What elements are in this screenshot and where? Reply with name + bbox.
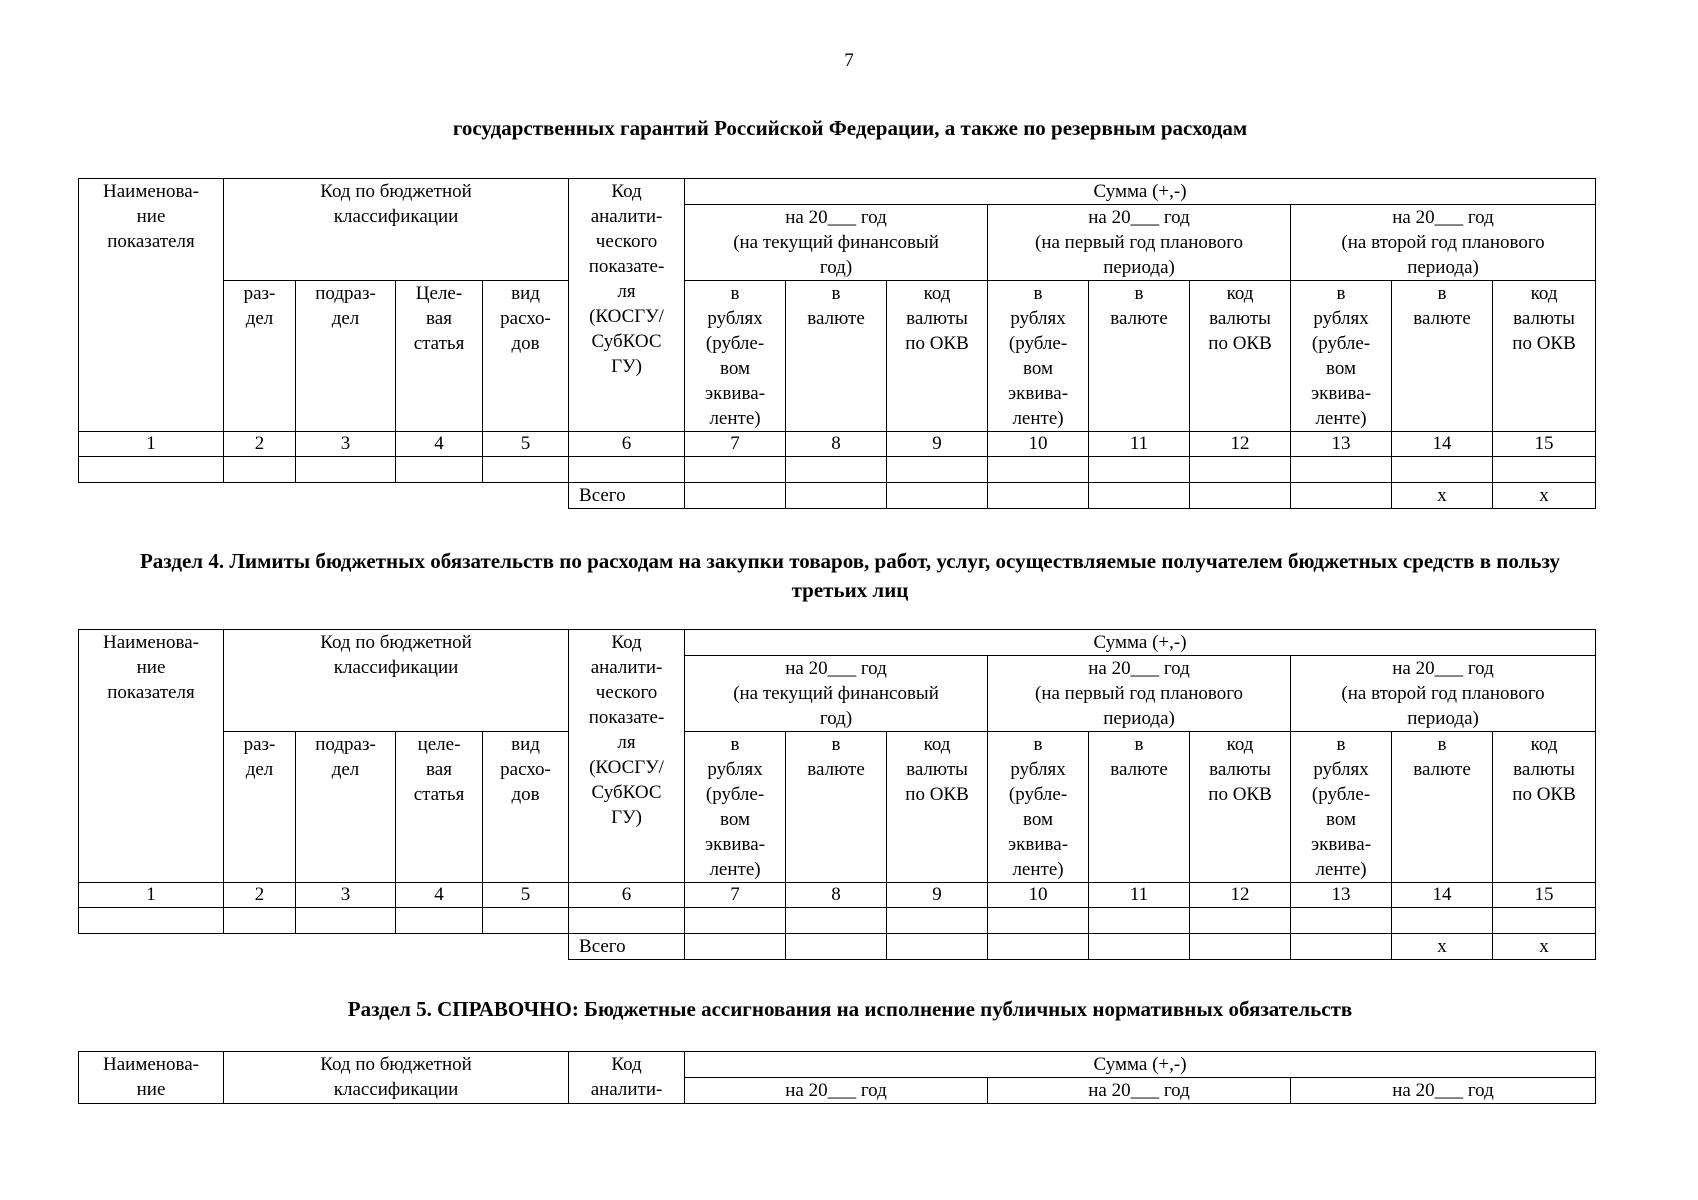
- column-number: 7: [685, 883, 786, 908]
- header-year-second: на 20___ год (на второй год планового периода): [1291, 205, 1596, 281]
- empty-cell[interactable]: [1089, 934, 1190, 960]
- empty-cell[interactable]: [887, 908, 988, 934]
- section-4-title: Раздел 4. Лимиты бюджетных обязательств по расходам на закупки товаров, работ, услуг, осуществляемые получателем бюджетных средств в пользу третьих лиц: [139, 549, 1561, 602]
- cross-mark: x: [1392, 934, 1493, 960]
- empty-cell[interactable]: [79, 908, 224, 934]
- column-number: 13: [1291, 883, 1392, 908]
- header-in-currency: в валюте: [786, 732, 887, 883]
- empty-cell[interactable]: [1089, 483, 1190, 509]
- empty-cell[interactable]: [1291, 483, 1392, 509]
- column-number: 9: [887, 883, 988, 908]
- header-target-article: целе- вая статья: [396, 732, 483, 883]
- empty-cell[interactable]: [988, 457, 1089, 483]
- header-currency-code: код валюты по ОКВ: [1493, 732, 1596, 883]
- total-row: [79, 483, 1596, 509]
- empty-cell[interactable]: [988, 934, 1089, 960]
- empty-cell[interactable]: [396, 457, 483, 483]
- column-number: 10: [988, 432, 1089, 457]
- column-number: 1: [79, 883, 224, 908]
- empty-cell[interactable]: [1493, 908, 1596, 934]
- cross-mark: x: [1493, 483, 1596, 509]
- header-bk-code: Код по бюджетной классификации: [224, 179, 569, 281]
- column-number: 7: [685, 432, 786, 457]
- header-in-currency: в валюте: [786, 281, 887, 432]
- header-currency-code: код валюты по ОКВ: [1190, 281, 1291, 432]
- column-number: 14: [1392, 432, 1493, 457]
- header-year-second: на 20___ год: [1291, 1078, 1596, 1104]
- column-number: 11: [1089, 883, 1190, 908]
- column-number: 15: [1493, 883, 1596, 908]
- header-in-rubles: в рублях (рубле- вом эквива- ленте): [1291, 732, 1392, 883]
- column-number-row: [79, 432, 1596, 457]
- header-currency-code: код валюты по ОКВ: [1190, 732, 1291, 883]
- empty-cell[interactable]: [224, 908, 296, 934]
- column-number: 4: [396, 883, 483, 908]
- header-podrazdel: подраз- дел: [296, 732, 396, 883]
- header-expense-type: вид расхо- дов: [483, 732, 569, 883]
- page-number: 7: [844, 50, 854, 71]
- header-target-article: Целе- вая статья: [396, 281, 483, 432]
- empty-cell[interactable]: [685, 483, 786, 509]
- header-expense-type: вид расхо- дов: [483, 281, 569, 432]
- empty-cell[interactable]: [988, 483, 1089, 509]
- empty-cell[interactable]: [224, 457, 296, 483]
- column-number: 8: [786, 883, 887, 908]
- section-3-title-continuation: государственных гарантий Российской Федерации, а также по резервным расходам: [452, 116, 1248, 140]
- cross-mark: x: [1392, 483, 1493, 509]
- header-indicator-name: Наименова- ние показателя: [79, 179, 224, 432]
- total-label: Всего: [569, 483, 685, 509]
- empty-cell[interactable]: [79, 457, 224, 483]
- empty-cell[interactable]: [1392, 457, 1493, 483]
- empty-cell[interactable]: [887, 934, 988, 960]
- header-sum: Сумма (+,-): [685, 1052, 1596, 1078]
- column-number-row: [79, 883, 1596, 908]
- empty-cell[interactable]: [569, 908, 685, 934]
- empty-cell[interactable]: [296, 908, 396, 934]
- header-currency-code: код валюты по ОКВ: [887, 281, 988, 432]
- header-year-current: на 20___ год (на текущий финансовый год): [685, 205, 988, 281]
- header-bk-code: Код по бюджетной классификации: [224, 630, 569, 732]
- column-number: 4: [396, 432, 483, 457]
- column-number: 12: [1190, 883, 1291, 908]
- header-year-first: на 20___ год: [988, 1078, 1291, 1104]
- column-number: 6: [569, 432, 685, 457]
- column-number: 10: [988, 883, 1089, 908]
- section-5-title: Раздел 5. СПРАВОЧНО: Бюджетные ассигнования на исполнение публичных нормативных обязательств: [347, 997, 1353, 1021]
- total-row: [79, 934, 1596, 960]
- column-number: 5: [483, 883, 569, 908]
- header-in-rubles: в рублях (рубле- вом эквива- ленте): [685, 281, 786, 432]
- header-in-currency: в валюте: [1392, 732, 1493, 883]
- table-row: [79, 908, 1596, 934]
- empty-cell[interactable]: [1190, 934, 1291, 960]
- header-year-first: на 20___ год (на первый год планового периода): [988, 656, 1291, 732]
- header-razdel: раз- дел: [224, 732, 296, 883]
- empty-cell[interactable]: [786, 908, 887, 934]
- column-number: 3: [296, 883, 396, 908]
- empty-cell[interactable]: [1190, 457, 1291, 483]
- empty-cell[interactable]: [786, 934, 887, 960]
- empty-cell[interactable]: [786, 457, 887, 483]
- empty-cell[interactable]: [483, 457, 569, 483]
- empty-cell[interactable]: [296, 457, 396, 483]
- empty-cell[interactable]: [786, 483, 887, 509]
- column-number: 5: [483, 432, 569, 457]
- empty-cell[interactable]: [887, 457, 988, 483]
- section-5-table: [78, 1051, 1596, 1104]
- empty-cell[interactable]: [685, 908, 786, 934]
- header-indicator-name: Наименова- ние: [79, 1052, 224, 1104]
- header-razdel: раз- дел: [224, 281, 296, 432]
- column-number: 1: [79, 432, 224, 457]
- empty-cell[interactable]: [396, 908, 483, 934]
- empty-cell[interactable]: [1190, 483, 1291, 509]
- empty-cell[interactable]: [1190, 908, 1291, 934]
- empty-cell[interactable]: [887, 483, 988, 509]
- spacer-cell: [79, 483, 569, 509]
- empty-cell[interactable]: [988, 908, 1089, 934]
- header-in-rubles: в рублях (рубле- вом эквива- ленте): [1291, 281, 1392, 432]
- empty-cell[interactable]: [1291, 908, 1392, 934]
- cross-mark: x: [1493, 934, 1596, 960]
- column-number: 14: [1392, 883, 1493, 908]
- section-4-table: [78, 629, 1596, 960]
- empty-cell[interactable]: [1089, 457, 1190, 483]
- empty-cell[interactable]: [1493, 457, 1596, 483]
- header-year-second: на 20___ год (на второй год планового периода): [1291, 656, 1596, 732]
- header-currency-code: код валюты по ОКВ: [1493, 281, 1596, 432]
- header-year-first: на 20___ год (на первый год планового периода): [988, 205, 1291, 281]
- header-in-currency: в валюте: [1089, 281, 1190, 432]
- column-number: 12: [1190, 432, 1291, 457]
- column-number: 9: [887, 432, 988, 457]
- header-analytic-code: Код аналити- ческого показате- ля (КОСГУ/ СубКОС ГУ): [569, 179, 685, 432]
- empty-cell[interactable]: [569, 457, 685, 483]
- empty-cell[interactable]: [1291, 457, 1392, 483]
- header-analytic-code: Код аналити-: [569, 1052, 685, 1104]
- header-podrazdel: подраз- дел: [296, 281, 396, 432]
- header-in-rubles: в рублях (рубле- вом эквива- ленте): [988, 732, 1089, 883]
- header-in-rubles: в рублях (рубле- вом эквива- ленте): [685, 732, 786, 883]
- header-in-currency: в валюте: [1392, 281, 1493, 432]
- empty-cell[interactable]: [685, 457, 786, 483]
- column-number: 8: [786, 432, 887, 457]
- column-number: 15: [1493, 432, 1596, 457]
- column-number: 2: [224, 432, 296, 457]
- empty-cell[interactable]: [1291, 934, 1392, 960]
- table-row: [79, 457, 1596, 483]
- empty-cell[interactable]: [1089, 908, 1190, 934]
- header-in-rubles: в рублях (рубле- вом эквива- ленте): [988, 281, 1089, 432]
- spacer-cell: [79, 934, 569, 960]
- column-number: 2: [224, 883, 296, 908]
- header-indicator-name: Наименова- ние показателя: [79, 630, 224, 883]
- header-year-current: на 20___ год (на текущий финансовый год): [685, 656, 988, 732]
- column-number: 13: [1291, 432, 1392, 457]
- header-year-current: на 20___ год: [685, 1078, 988, 1104]
- empty-cell[interactable]: [483, 908, 569, 934]
- column-number: 11: [1089, 432, 1190, 457]
- empty-cell[interactable]: [685, 934, 786, 960]
- header-currency-code: код валюты по ОКВ: [887, 732, 988, 883]
- empty-cell[interactable]: [1392, 908, 1493, 934]
- header-sum: Сумма (+,-): [685, 630, 1596, 656]
- total-label: Всего: [569, 934, 685, 960]
- header-in-currency: в валюте: [1089, 732, 1190, 883]
- header-sum: Сумма (+,-): [685, 179, 1596, 205]
- section-3-table: [78, 178, 1596, 509]
- column-number: 3: [296, 432, 396, 457]
- header-bk-code: Код по бюджетной классификации: [224, 1052, 569, 1104]
- header-analytic-code: Код аналити- ческого показате- ля (КОСГУ/ СубКОС ГУ): [569, 630, 685, 883]
- column-number: 6: [569, 883, 685, 908]
